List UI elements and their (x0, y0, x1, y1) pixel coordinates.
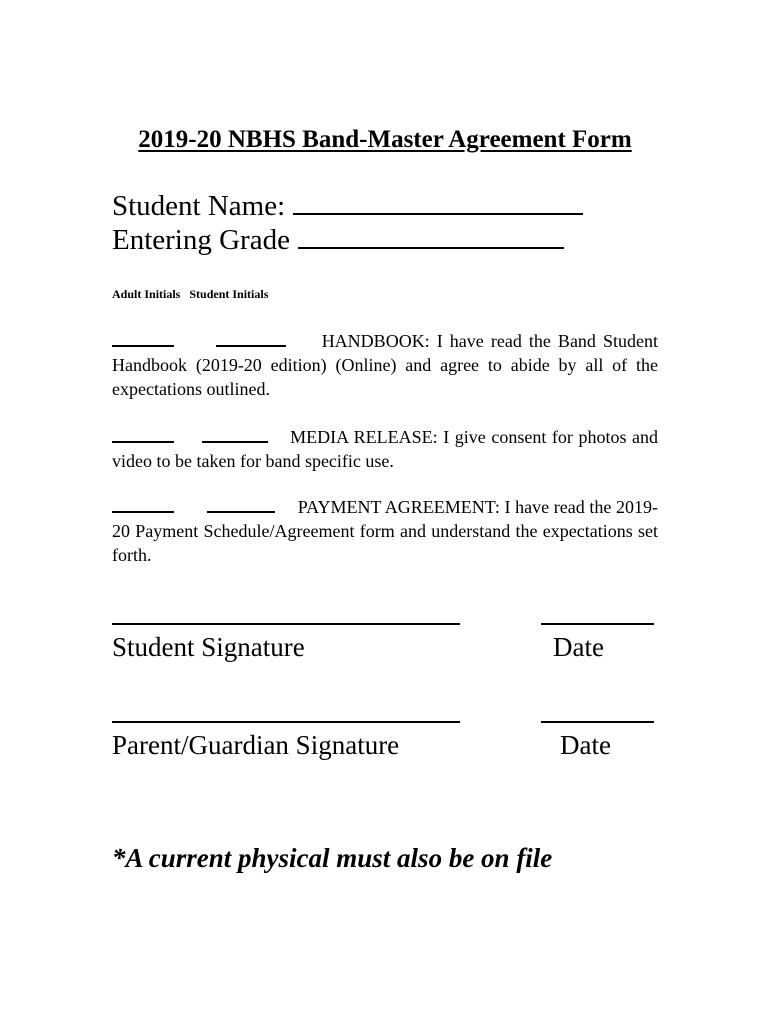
parent-date-label: Date (560, 730, 611, 760)
parent-date-line[interactable] (541, 721, 654, 723)
student-signature-label: Student Signature (112, 632, 305, 662)
initials-header (112, 287, 268, 302)
adult-initials-header: Adult Initials (112, 287, 181, 301)
parent-signature-label: Parent/Guardian Signature (112, 730, 400, 760)
payment-agreement-text: PAYMENT AGREEMENT: I have read the 2019-20 Payment Schedule/Agreement form and understand the expectations set forth. (112, 497, 659, 565)
entering-grade-row (112, 224, 564, 257)
payment-agreement (112, 495, 658, 567)
student-signature-line[interactable] (112, 623, 460, 625)
payment-student-initials-blank[interactable] (207, 510, 275, 513)
student-initials-header: Student Initials (189, 287, 269, 301)
entering-grade-label: Entering Grade (112, 224, 290, 256)
media-adult-initials-blank[interactable] (112, 440, 174, 443)
media-student-initials-blank[interactable] (202, 440, 268, 443)
media-release-agreement-text: MEDIA RELEASE: I give consent for photos and video to be taken for band specific use. (112, 427, 658, 471)
student-name-row (112, 190, 583, 223)
student-date-line[interactable] (541, 623, 654, 625)
student-name-blank[interactable] (293, 212, 583, 215)
handbook-agreement (112, 329, 658, 401)
handbook-student-initials-blank[interactable] (216, 344, 286, 347)
form-title: 2019-20 NBHS Band-Master Agreement Form (138, 126, 632, 153)
entering-grade-blank[interactable] (298, 246, 564, 249)
parent-signature-line[interactable] (112, 721, 460, 723)
payment-adult-initials-blank[interactable] (112, 510, 174, 513)
handbook-adult-initials-blank[interactable] (112, 344, 174, 347)
media-release-agreement (112, 425, 658, 473)
physical-requirement-note: *A current physical must also be on file (112, 843, 553, 873)
handbook-agreement-text: HANDBOOK: I have read the Band Student Handbook (2019-20 edition) (Online) and agree to abide by all of the expectations outlined. (112, 331, 658, 399)
student-name-label: Student Name: (112, 190, 286, 222)
student-date-label: Date (553, 632, 604, 662)
